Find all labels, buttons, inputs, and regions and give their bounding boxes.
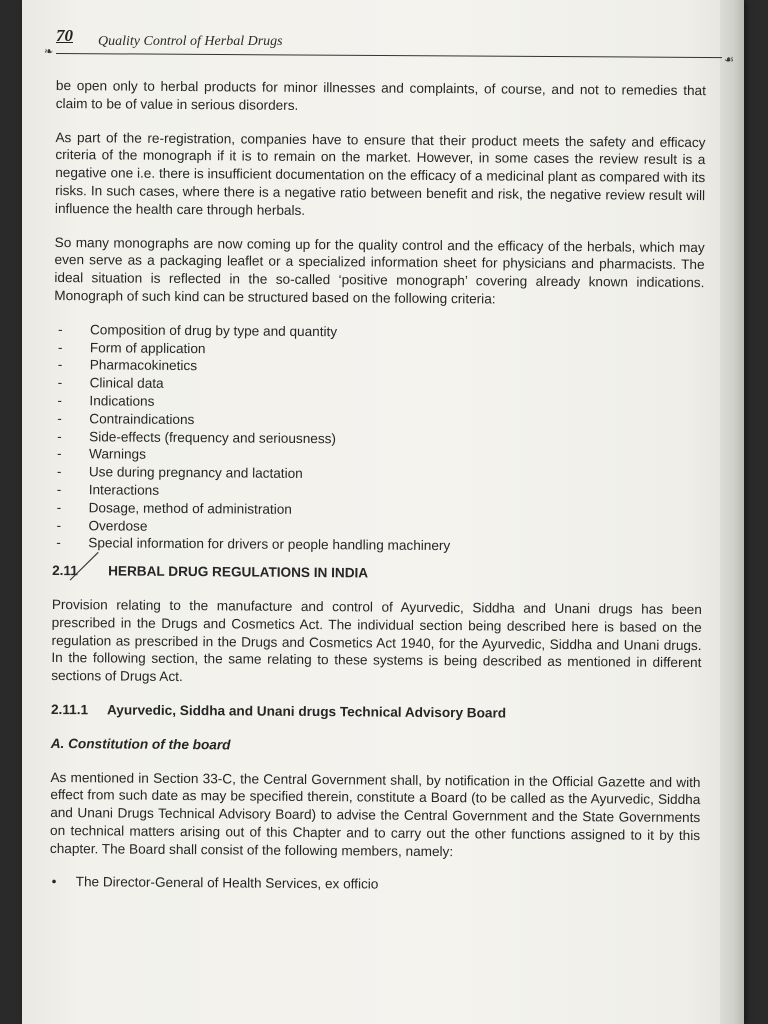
dash-marker: - bbox=[56, 481, 62, 497]
subsection-heading bbox=[51, 701, 701, 724]
list-item-text: Warnings bbox=[88, 446, 147, 463]
pen-mark-icon bbox=[68, 548, 102, 582]
dash-marker: - bbox=[56, 446, 62, 462]
list-item-text: Clinical data bbox=[89, 375, 164, 392]
list-item-text: Dosage, method of administration bbox=[88, 500, 292, 517]
paragraph-3: So many monographs are now coming up for the quality control and the efficacy of the herbals, which may even serve as a packaging leaflet or a specialized information sheet for physicians and pharmacists. The ideal situation is reflected in the so-called ‘positive monograph’ covering already known indications. Monograph of such kind can be structured based on the following criteria: bbox=[54, 234, 705, 307]
book-page bbox=[22, 0, 744, 1024]
dash-marker: - bbox=[56, 535, 61, 551]
section-number: 2.11 bbox=[52, 563, 78, 579]
list-item-text: Side-effects (frequency and seriousness) bbox=[89, 428, 337, 446]
bullet-marker: • bbox=[51, 874, 57, 890]
list-item-text: Pharmacokinetics bbox=[89, 357, 198, 374]
section-body: Provision relating to the manufacture and control of Ayurvedic, Siddha and Unani drugs has been prescribed in the Drugs and Cosmetics Act. The individual section being described here is based on the regulation as prescribed in the Drugs and Cosmetics Act 1940, for the Ayurvedic, Siddha and Unani drugs. In the following section, the same relating to these systems is being described as mentioned in different sections of Drugs Act. bbox=[51, 596, 702, 685]
subsection-title: Ayurvedic, Siddha and Unani drugs Technical Advisory Board bbox=[106, 702, 507, 721]
subsection-number: 2.11.1 bbox=[50, 701, 89, 718]
section-title: HERBAL DRUG REGULATIONS IN INDIA bbox=[108, 563, 369, 581]
page-content bbox=[50, 77, 706, 896]
dash-marker: - bbox=[57, 375, 63, 391]
page-header bbox=[44, 26, 734, 66]
dash-marker: - bbox=[57, 321, 63, 337]
dash-marker: - bbox=[57, 428, 62, 444]
list-item-text: Form of application bbox=[89, 339, 206, 356]
running-title: Quality Control of Herbal Drugs bbox=[98, 34, 283, 49]
header-rule bbox=[56, 53, 722, 58]
paragraph-2: As part of the re-registration, companies have to ensure that their product meets the safety and efficacy criteria of the monograph if it is to remain on the market. However, in some cases the review result is a negative one i.e. there is insufficient documentation on the efficacy of a medicinal plant as compared with its risks. In such cases, where there is a negative ratio between benefit and risk, the negative review result will influence the health care through herbals. bbox=[54, 129, 706, 218]
dash-marker: - bbox=[57, 392, 63, 409]
list-item-text: Interactions bbox=[88, 482, 160, 498]
dash-marker: - bbox=[56, 499, 62, 515]
paragraph-1: be open only to herbal products for minor illnesses and complaints, of course, and not to remedies that claim to be of value in serious disorders. bbox=[55, 77, 706, 113]
dash-marker: - bbox=[57, 357, 63, 373]
list-item-text: Use during pregnancy and lactation bbox=[88, 464, 303, 482]
criteria-list bbox=[52, 321, 704, 557]
dash-marker: - bbox=[56, 464, 62, 480]
list-item-text: Contraindications bbox=[89, 411, 195, 427]
section-heading bbox=[52, 562, 702, 585]
list-item bbox=[52, 534, 702, 557]
dash-marker: - bbox=[57, 339, 63, 355]
subsubsection-body: As mentioned in Section 33-C, the Central Government shall, by notification in the Official Gazette and with effect from such date as may be specified therein, constitute a Board (to be called as the Ayurvedic, Siddha and Unani Drugs Technical Advisory Board) to advise the Central Government and the State Governments on technical matters arising out of this Chapter and to carry out the other functions assigned to it by this chapter. The Board shall consist of the following members, namely: bbox=[49, 769, 701, 859]
page-number: 70 bbox=[56, 26, 73, 45]
list-item-text: Composition of drug by type and quantity bbox=[89, 322, 338, 339]
subsubsection-heading: A. Constitution of the board bbox=[50, 735, 231, 753]
list-item-text: The Director-General of Health Services, ex officio bbox=[75, 874, 379, 893]
ornament-left-icon: ❧ bbox=[44, 45, 54, 58]
dash-marker: - bbox=[56, 517, 62, 533]
list-item-text: Indications bbox=[89, 393, 155, 409]
list-item-text: Overdose bbox=[88, 517, 148, 534]
members-list bbox=[50, 873, 700, 896]
list-item bbox=[50, 873, 700, 896]
ornament-right-icon: ☙ bbox=[724, 53, 734, 66]
page-edge bbox=[720, 0, 744, 1024]
list-item-text: Special information for drivers or people handling machinery bbox=[88, 535, 451, 554]
dash-marker: - bbox=[57, 410, 62, 426]
